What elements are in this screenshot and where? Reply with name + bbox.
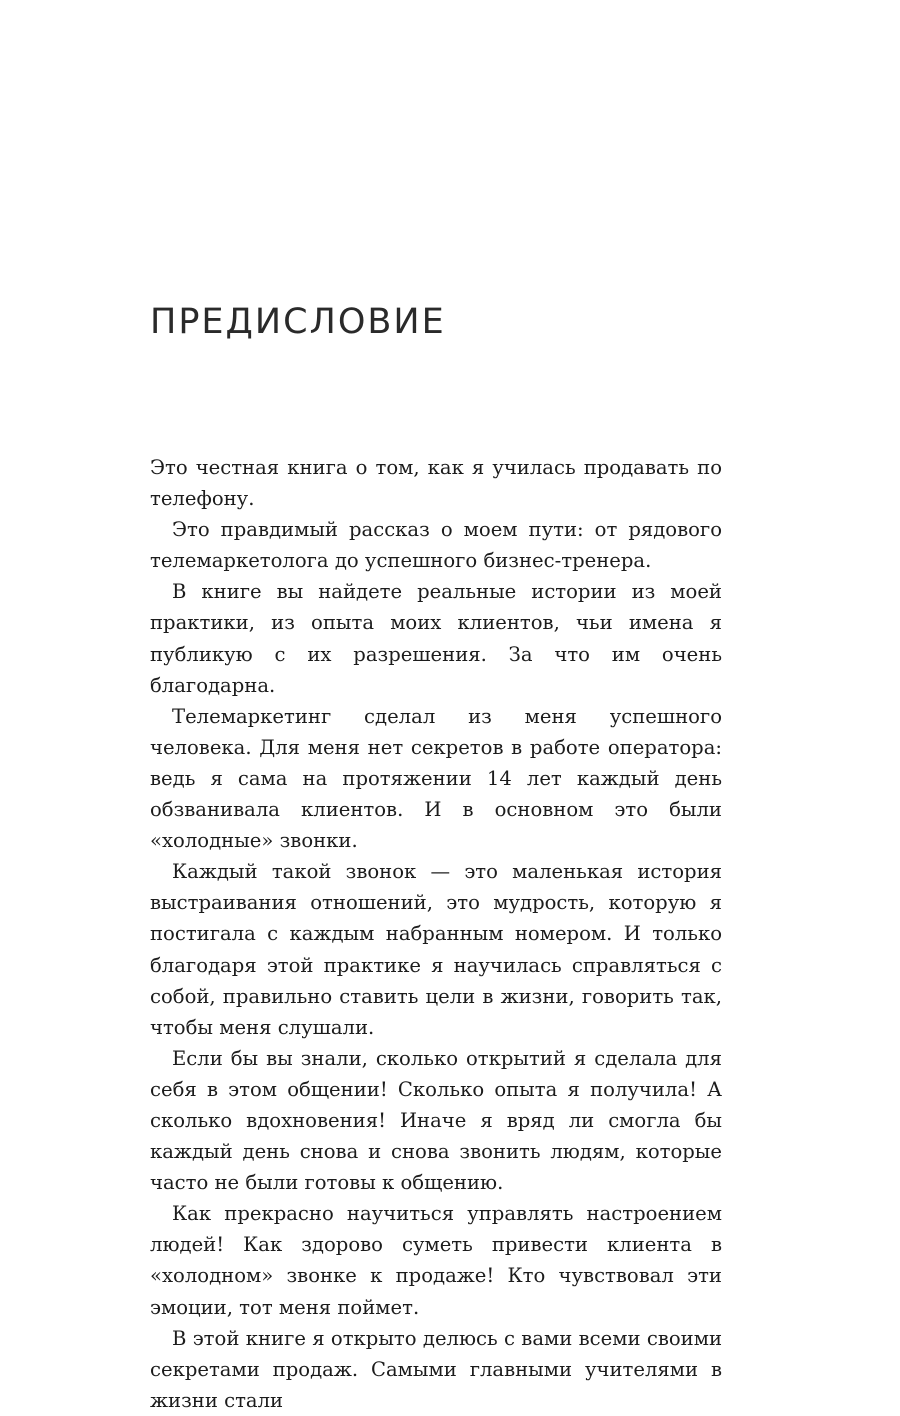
paragraph: В этой книге я открыто делюсь с вами всеми своими секретами продаж. Самыми главными учителями в жизни стали [150, 1326, 722, 1412]
paragraph: Это честная книга о том, как я училась продавать по телефону. [150, 456, 722, 511]
chapter-title: ПРЕДИСЛОВИЕ [150, 302, 446, 342]
paragraph: Если бы вы знали, сколько открытий я сделала для себя в этом общении! Сколько опыта я получила! А сколько вдохновения! Иначе я вряд ли смогла бы каждый день снова и снова звонить людям, которые часто не были готовы к общению. [150, 1046, 722, 1195]
paragraph: Каждый такой звонок — это маленькая история выстраивания отношений, это мудрость, которую я постигала с каждым набранным номером. И только благодаря этой практике я научилась справляться с собой, правильно ставить цели в жизни, говорить так, чтобы меня слушали. [150, 860, 722, 1039]
body-text [150, 452, 722, 1416]
paragraph: Это правдимый рассказ о моем пути: от рядового телемаркетолога до успешного бизнес-тренера. [150, 518, 722, 573]
paragraph: Как прекрасно научиться управлять настроением людей! Как здорово суметь привести клиента в «холодном» звонке к продаже! Кто чувствовал эти эмоции, тот меня поймет. [150, 1202, 722, 1319]
paragraph: В книге вы найдете реальные истории из моей практики, из опыта моих клиентов, чьи имена я публикую с их разрешения. За что им очень благодарна. [150, 580, 722, 697]
paragraph: Телемаркетинг сделал из меня успешного человека. Для меня нет секретов в работе оператора: ведь я сама на протяжении 14 лет каждый день обзванивала клиентов. И в основном это были «холодные» звонки. [150, 704, 722, 853]
